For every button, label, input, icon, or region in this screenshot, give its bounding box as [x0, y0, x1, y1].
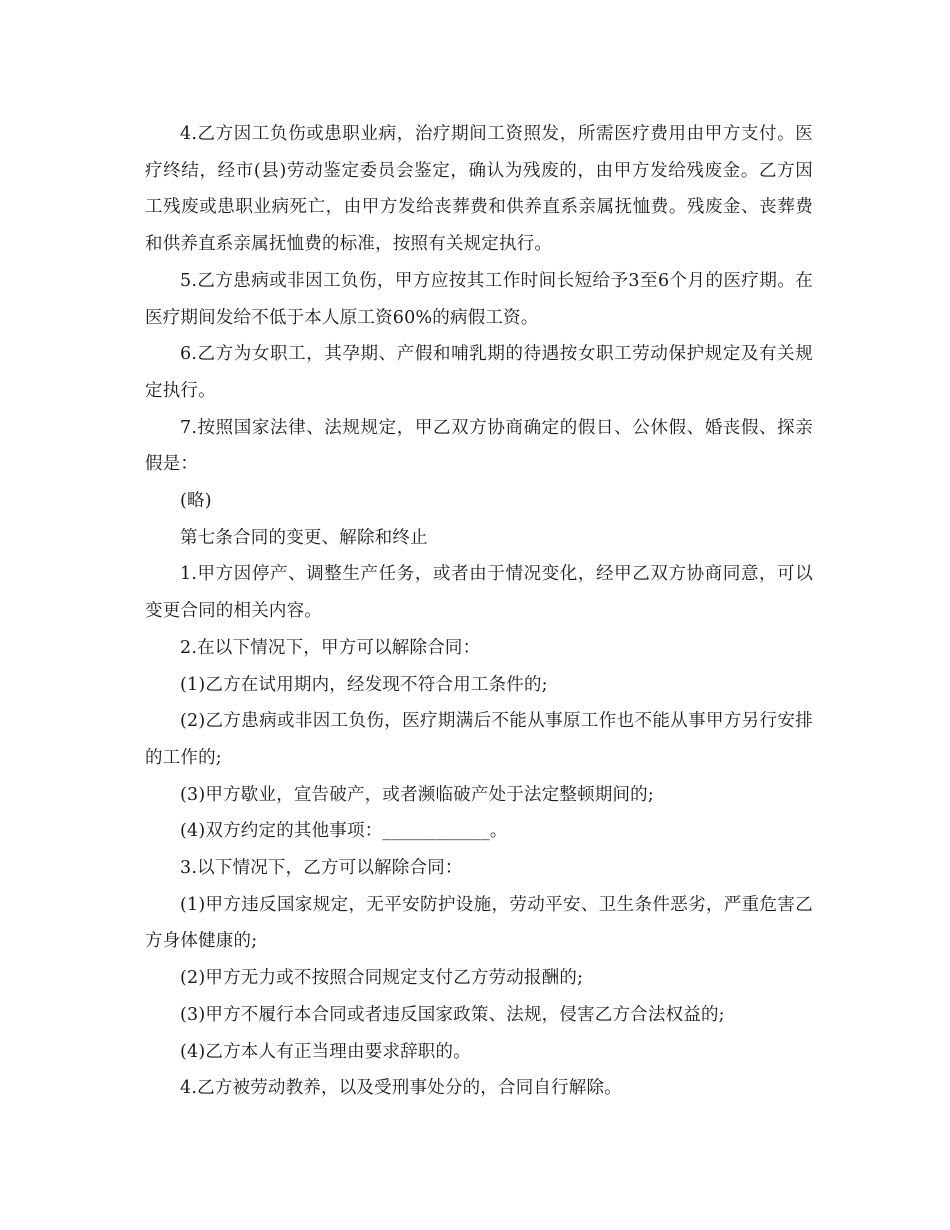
list-item-b4: (4)乙方本人有正当理由要求辞职的。 — [180, 1041, 471, 1062]
paragraph-female-staff: 6.乙方为女职工，其孕期、产假和哺乳期的待遇按女职工劳动保护规定及有关规定执行。 — [145, 344, 813, 401]
paragraph-injury-pay: 4.乙方因工负伤或患职业病，治疗期间工资照发，所需医疗费用由甲方支付。医疗终结，经市(县)劳动鉴定委员会鉴定，确认为残废的，由甲方发给残废金。乙方因工残废或患职业病死亡，由甲方发给丧葬费和供养直系亲属抚恤费。残废金、丧葬费和供养直系亲属抚恤费的标准，按照有关规定执行。 — [145, 124, 813, 255]
list-item-b2: (2)甲方无力或不按照合同规定支付乙方劳动报酬的; — [180, 968, 584, 989]
paragraph-auto-termination: 4.乙方被劳动教养，以及受刑事处分的，合同自行解除。 — [180, 1078, 622, 1099]
list-item-a2: (2)乙方患病或非因工负伤，医疗期满后不能从事原工作也不能从事甲方另行安排的工作的; — [145, 711, 813, 768]
paragraph-party-b-termination: 3.以下情况下，乙方可以解除合同： — [180, 858, 463, 879]
list-item-b3: (3)甲方不履行本合同或者违反国家政策、法规，侵害乙方合法权益的; — [180, 1004, 725, 1025]
list-item-a4: (4)双方约定的其他事项：____________。 — [180, 821, 508, 842]
paragraph-holidays: 7.按照国家法律、法规规定，甲乙双方协商确定的假日、公休假、婚丧假、探亲假是： — [145, 417, 813, 475]
paragraph-party-a-termination: 2.在以下情况下，甲方可以解除合同： — [180, 637, 481, 658]
paragraph-omitted: (略) — [180, 491, 212, 512]
document-body — [145, 116, 813, 1107]
list-item-a3: (3)甲方歇业，宣告破产，或者濒临破产处于法定整顿期间的; — [180, 784, 654, 805]
paragraph-sick-leave: 5.乙方患病或非因工负伤，甲方应按其工作时间长短给予3至6个月的医疗期。在医疗期间发给不低于本人原工资60%的病假工资。 — [145, 270, 813, 328]
section-heading-article-7: 第七条合同的变更、解除和终止 — [180, 527, 428, 548]
paragraph-contract-change: 1.甲方因停产、调整生产任务，或者由于情况变化，经甲乙双方协商同意，可以变更合同的相关内容。 — [145, 564, 813, 622]
list-item-a1: (1)乙方在试用期内，经发现不符合用工条件的; — [180, 674, 548, 695]
list-item-b1: (1)甲方违反国家规定，无平安防护设施，劳动平安、卫生条件恶劣，严重危害乙方身体健康的; — [145, 894, 813, 952]
